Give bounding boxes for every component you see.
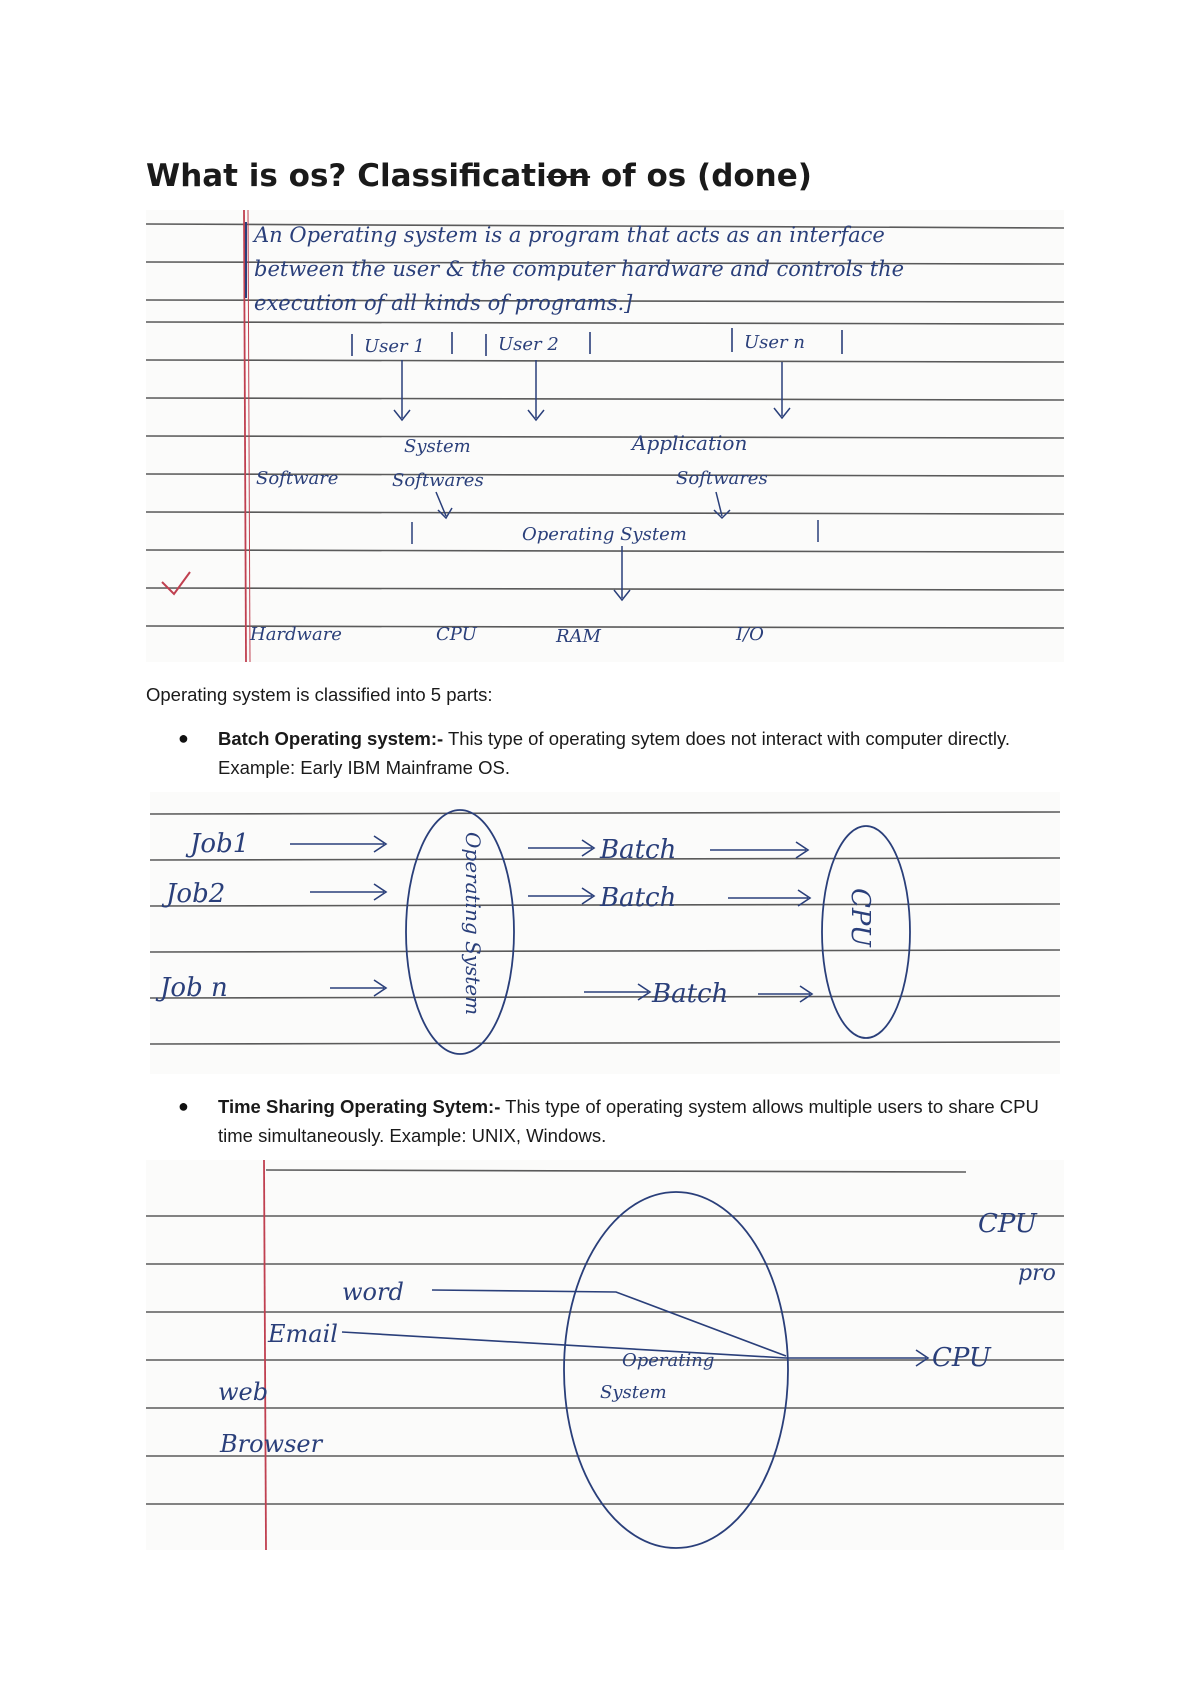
os-ellipse	[406, 810, 514, 1054]
user-n-label: User n	[744, 332, 805, 353]
notes-image-time-sharing	[146, 1160, 1064, 1550]
title-part1: What is os? Classificati	[146, 158, 547, 194]
title-struck-text: on	[546, 158, 591, 194]
os-box-label: Operating System	[522, 524, 687, 545]
app-email-label: Email	[268, 1320, 338, 1348]
user-1-label: User 1	[364, 336, 425, 357]
cpu-label: CPU	[436, 624, 477, 645]
batch-2-label: Batch	[600, 883, 677, 913]
edge-pro-text: pro	[1018, 1261, 1056, 1286]
margin-line-3	[264, 1160, 266, 1550]
title-part2: of os (done)	[590, 158, 812, 194]
item-term: Time Sharing Operating Sytem:-	[218, 1096, 501, 1117]
definition-line-2: between the user & the computer hardware and controls the	[254, 257, 905, 281]
user-2-label: User 2	[498, 334, 559, 355]
app-word-label: word	[342, 1278, 404, 1306]
os-label-line-1: Operating	[622, 1350, 715, 1371]
item-desc: This type of operating system allows multiple users to share CPU time simultaneously. Example: UNIX, Windows.	[218, 1096, 1039, 1146]
notes-image-batch-os	[150, 792, 1060, 1074]
list-item-time-sharing	[218, 1092, 1058, 1150]
system-label: System	[404, 436, 471, 457]
notes-image-os-definition	[146, 210, 1064, 662]
job2-label: Job2	[166, 879, 226, 909]
user-arrows	[394, 360, 790, 420]
job1-label: Job1	[190, 829, 250, 859]
cpu-vertical-label: CPU	[845, 888, 875, 947]
system-softwares-label: Softwares	[392, 470, 484, 491]
ruled-lines	[146, 224, 1064, 628]
page-title	[146, 158, 812, 194]
bullet-icon: ●	[178, 1096, 189, 1116]
hardware-label: Hardware	[250, 624, 342, 645]
notes-svg-2	[150, 792, 1060, 1074]
definition-line-3: execution of all kinds of programs.]	[254, 291, 633, 315]
item-term: Batch Operating system:-	[218, 728, 444, 749]
item-desc: This type of operating sytem does not interact with computer directly. Example: Early IBM Mainframe OS.	[218, 728, 1011, 778]
intro-text: Operating system is classified into 5 parts:	[146, 684, 493, 705]
software-label: Software	[256, 468, 339, 489]
checkmark-icon	[162, 572, 190, 594]
edge-cpu-text: CPU	[978, 1209, 1037, 1239]
ram-label: RAM	[556, 626, 601, 647]
notes-svg-1	[146, 210, 1064, 662]
application-softwares-label: Softwares	[676, 468, 768, 489]
os-label-line-2: System	[600, 1382, 667, 1403]
application-label: Application	[632, 431, 748, 455]
io-label: I/O	[736, 624, 764, 645]
cpu-target-label: CPU	[932, 1343, 991, 1373]
notes-svg-3	[146, 1160, 1064, 1550]
bullet-icon: ●	[178, 728, 189, 748]
definition-line-1: An Operating system is a program that acts as an interface	[254, 223, 885, 247]
app-web-label: web	[218, 1378, 269, 1406]
jobn-label: Job n	[160, 973, 228, 1003]
os-vertical-label: Operating System	[461, 832, 485, 1016]
batch-n-label: Batch	[652, 979, 729, 1009]
batch-1-label: Batch	[600, 835, 677, 865]
list-item-batch	[218, 724, 1058, 782]
app-browser-label: Browser	[220, 1430, 323, 1458]
hardware-arrows	[614, 546, 630, 600]
batch-arrows-out	[710, 842, 812, 1002]
